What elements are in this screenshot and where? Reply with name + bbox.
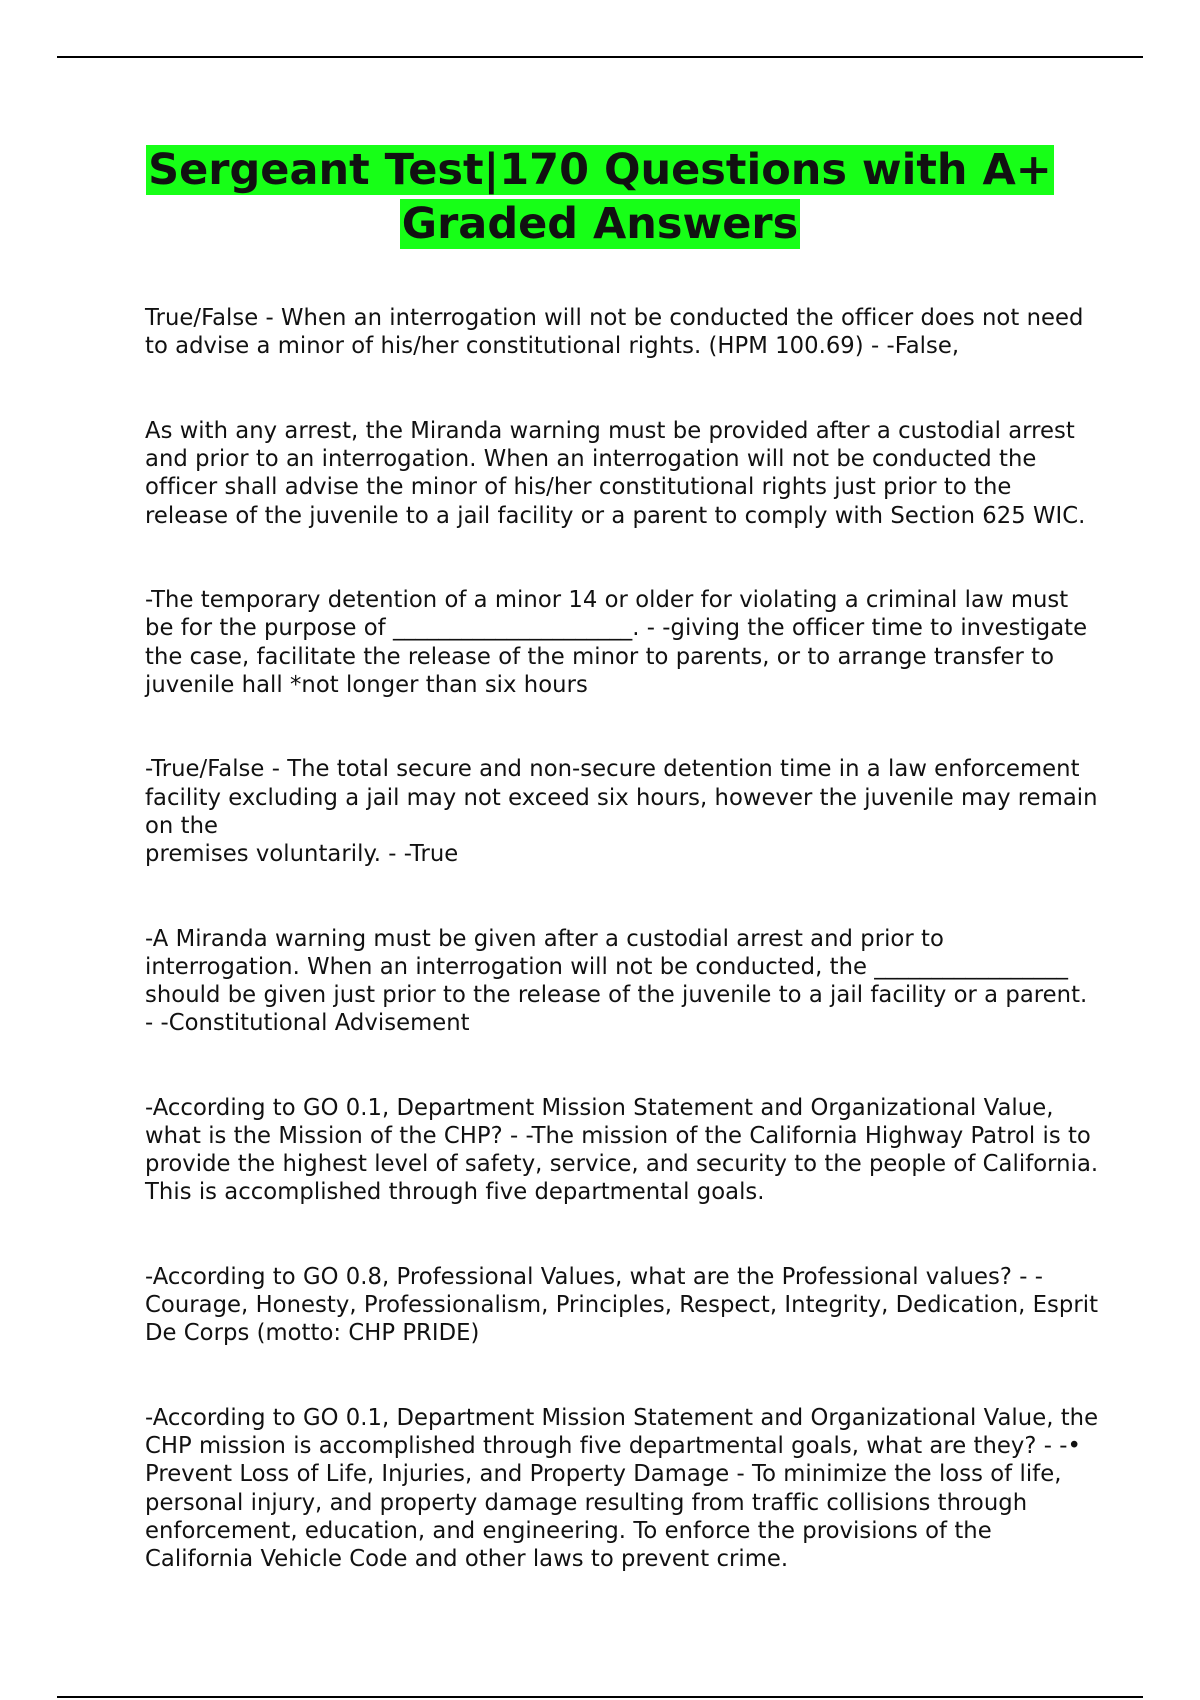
paragraph-1: True/False - When an interrogation will not be conducted the officer does not need to advise a minor of his/her constitutional rights. (HPM 100.69) - -False, [145,305,1084,360]
paragraph-3: -The temporary detention of a minor 14 or older for violating a criminal law must be for the purpose of _____________________. - -giving the officer time to investigate the case, facilitate the release of the minor to parents, or to arrange transfer to juvenile hall *not longer than six hours [145,587,1088,698]
title-line-2: Graded Answers [401,199,799,249]
paragraph-6: -According to GO 0.1, Department Mission Statement and Organizational Value, what is the Mission of the CHP? - -The mission of the California Highway Patrol is to provide the highest level of safety, service, and security to the people of California. This is accomplished through five departmental goals. [145,1094,1099,1206]
paragraph-7: -According to GO 0.8, Professional Values, what are the Professional values? - -Courage, Honesty, Professionalism, Principles, Respect, Integrity, Dedication, Esprit De Corps (motto: CHP PRIDE) [145,1264,1099,1347]
paragraph-5: -A Miranda warning must be given after a custodial arrest and prior to interrogation. When an interrogation will not be conducted, the _________________ should be given just prior to the release of the juvenile to a jail facility or a parent. - -Constitutional Advisement [145,925,1088,1037]
document-title [100,143,1100,251]
title-line-1: Sergeant Test|170 Questions with A+ [148,145,1052,195]
paragraph-8: -According to GO 0.1, Department Mission Statement and Organizational Value, the CHP mission is accomplished through five departmental goals, what are they? - -• Prevent Loss of Life, Injuries, and Property Damage - To minimize the loss of life, personal injury, and property damage resulting from traffic collisions through enforcement, education, and engineering. To enforce the provisions of the California Vehicle Code and other laws to prevent crime. [145,1405,1099,1573]
top-rule [57,56,1143,58]
paragraph-2: As with any arrest, the Miranda warning must be provided after a custodial arrest and prior to an interrogation. When an interrogation will not be conducted the officer shall advise the minor of his/her constitutional rights just prior to the release of the juvenile to a jail facility or a parent to comply with Section 625 WIC. [145,418,1086,529]
bottom-rule [57,1696,1143,1698]
document-body [145,276,1100,1630]
paragraph-4: -True/False - The total secure and non-secure detention time in a law enforcement facility excluding a jail may not exceed six hours, however the juvenile may remain on the premises voluntarily. - -True [145,756,1098,868]
